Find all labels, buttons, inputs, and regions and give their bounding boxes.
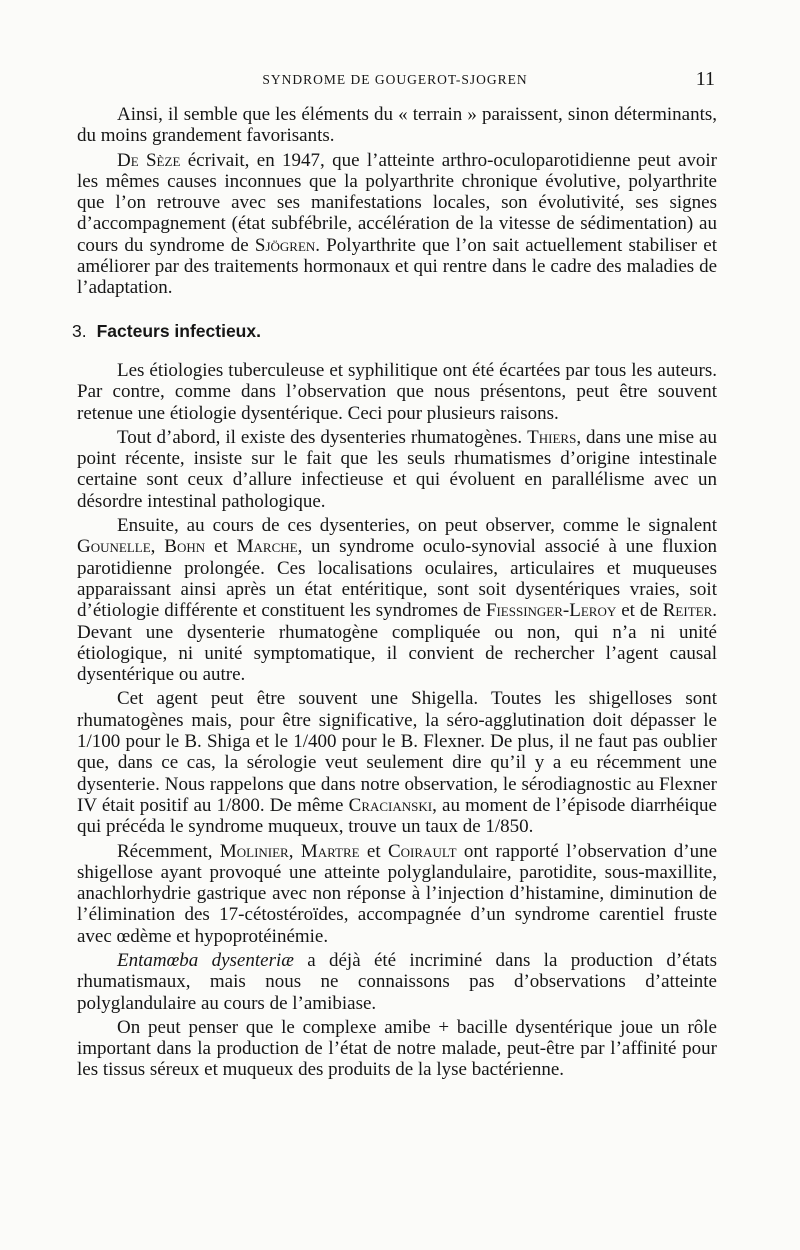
paragraph-entamoeba <box>77 950 717 1014</box>
section-title: Facteurs infectieux. <box>96 320 261 341</box>
author-name: De Sèze <box>117 149 181 171</box>
author-name: Gounelle <box>77 536 151 558</box>
author-name: Martre <box>300 840 360 862</box>
page-header <box>75 68 715 92</box>
paragraph-conclusion: On peut penser que le complexe amibe + bacille dysentérique joue un rôle important dans la production de l’état de notre malade, peut-être par l’affinité pour les tissus séreux et muqueux des produits de la lyse bactérienne. <box>77 1016 717 1081</box>
species-name: Entamœba dysenteriæ <box>117 949 294 971</box>
paragraph-text: Ensuite, au cours de ces dysenteries, on peut observer, comme le signalent <box>117 515 717 537</box>
paragraph-shigellose <box>77 841 717 947</box>
author-name: Coirault <box>388 840 457 862</box>
paragraph-text: , au moment de l’épisode diarrhéique qui précéda le syndrome muqueux, trouve un taux de 1/850. <box>77 794 717 838</box>
paragraph-text: , dans une mise au point récente, insiste sur le fait que les seuls rhumatismes d’origine intestinale certaine sont ceux d’allure infectieuse et qui évoluent en parallélisme avec un désordre intestinal pathologique. <box>77 426 717 512</box>
paragraph-text: . Devant une dysenterie rhumatogène compliquée ou non, qui n’a ni unité étiologique, ni unité symptomatique, il convient de rechercher l’agent causal dysentérique ou autre. <box>77 600 717 686</box>
paragraph-text: ont rapporté l’observation d’une shigellose ayant provoqué une atteinte polyglandulaire, parotidite, sous-maxillite, anachlorhydrie gastrique avec non réponse à l’injection d’histamine, diminution de l’élimination des 17-cétostéroïdes, accompagnée d’un syndrome carentiel fruste avec œdème et hypoprotéinémie. <box>77 840 718 947</box>
paragraph-terrain: Ainsi, il semble que les éléments du « terrain » paraissent, sinon déterminants, du moins grandement favorisants. <box>77 104 717 147</box>
section-heading <box>72 321 717 342</box>
separator: et <box>205 536 237 558</box>
author-name: Molinier <box>219 840 289 862</box>
separator: , <box>288 840 301 862</box>
body-text <box>72 104 718 1081</box>
author-name: Thiers <box>527 426 577 448</box>
page-number: 11 <box>695 68 715 90</box>
paragraph-text: Récemment, <box>117 840 220 862</box>
author-name: Cracianski <box>348 794 433 816</box>
author-name: Bohn <box>164 536 206 558</box>
author-name: Marche <box>236 536 298 558</box>
paragraph-text: a déjà été incriminé dans la production d’états rhumatismaux, mais nous ne connaissons pas d’observations d’atteinte polyglandulaire au cours de l’amibiase. <box>77 949 717 1014</box>
paragraph-dysenteries <box>77 427 717 512</box>
separator: et de <box>616 600 663 622</box>
paragraph-de-seze <box>77 150 717 299</box>
paragraph-text: Tout d’abord, il existe des dysenteries rhumatogènes. <box>117 426 528 448</box>
author-name: Reiter <box>662 600 713 622</box>
separator: , <box>150 536 165 558</box>
paragraph-text: Cet agent peut être souvent une Shigella. Toutes les shigelloses sont rhumatogènes mais, pour être significative, la séro-agglutination doit dépasser le 1/100 pour le B. Shiga et le 1/400 pour le B. Flexner. De plus, il ne faut pas oublier que, dans ce cas, la sérologie veut seulement dire qu’il y a eu récemment une dysenterie. Nous rappelons que dans notre observation, le sérodiagnostic au Flexner IV était positif au 1/800. De même <box>77 688 717 816</box>
author-name: Sjögren <box>254 234 316 256</box>
section-number: 3. <box>72 320 87 341</box>
paragraph-etiologies: Les étiologies tuberculeuse et syphilitique ont été écartées par tous les auteurs. Par contre, comme dans l’observation que nous présentons, peut être souvent retenue une étiologie dysentérique. Ceci pour plusieurs raisons. <box>77 359 717 424</box>
paragraph-shigella <box>77 688 717 837</box>
separator: et <box>359 840 388 862</box>
paragraph-text: , un syndrome oculo-synovial associé à une fluxion parotidienne prolongée. Ces localisations oculaires, articulaires et muqueuses apparaissant ainsi après un état entéritique, sont soit dysentériques vraies, soit d’étiologie différente et constituent les syndromes de <box>77 536 717 622</box>
paragraph-syndrome-oculo-synovial <box>77 515 717 685</box>
running-title: SYNDROME DE GOUGEROT-SJOGREN <box>262 72 528 87</box>
author-name: Fiessinger-Leroy <box>485 600 617 622</box>
paragraph-text: . Polyarthrite que l’on sait actuellement stabiliser et améliorer par des traitements hormonaux et qui rentre dans le cadre des maladies de l’adaptation. <box>77 234 717 299</box>
paragraph-text: écrivait, en 1947, que l’atteinte arthro-oculoparotidienne peut avoir les mêmes causes inconnues que la polyarthrite chronique évolutive, polyarthrite que l’on retrouve avec ses manifestations locales, son évolutivité, ses signes d’accompagnement (état subfébrile, accélération de la vitesse de sédimentation) au cours du syndrome de <box>77 149 717 256</box>
